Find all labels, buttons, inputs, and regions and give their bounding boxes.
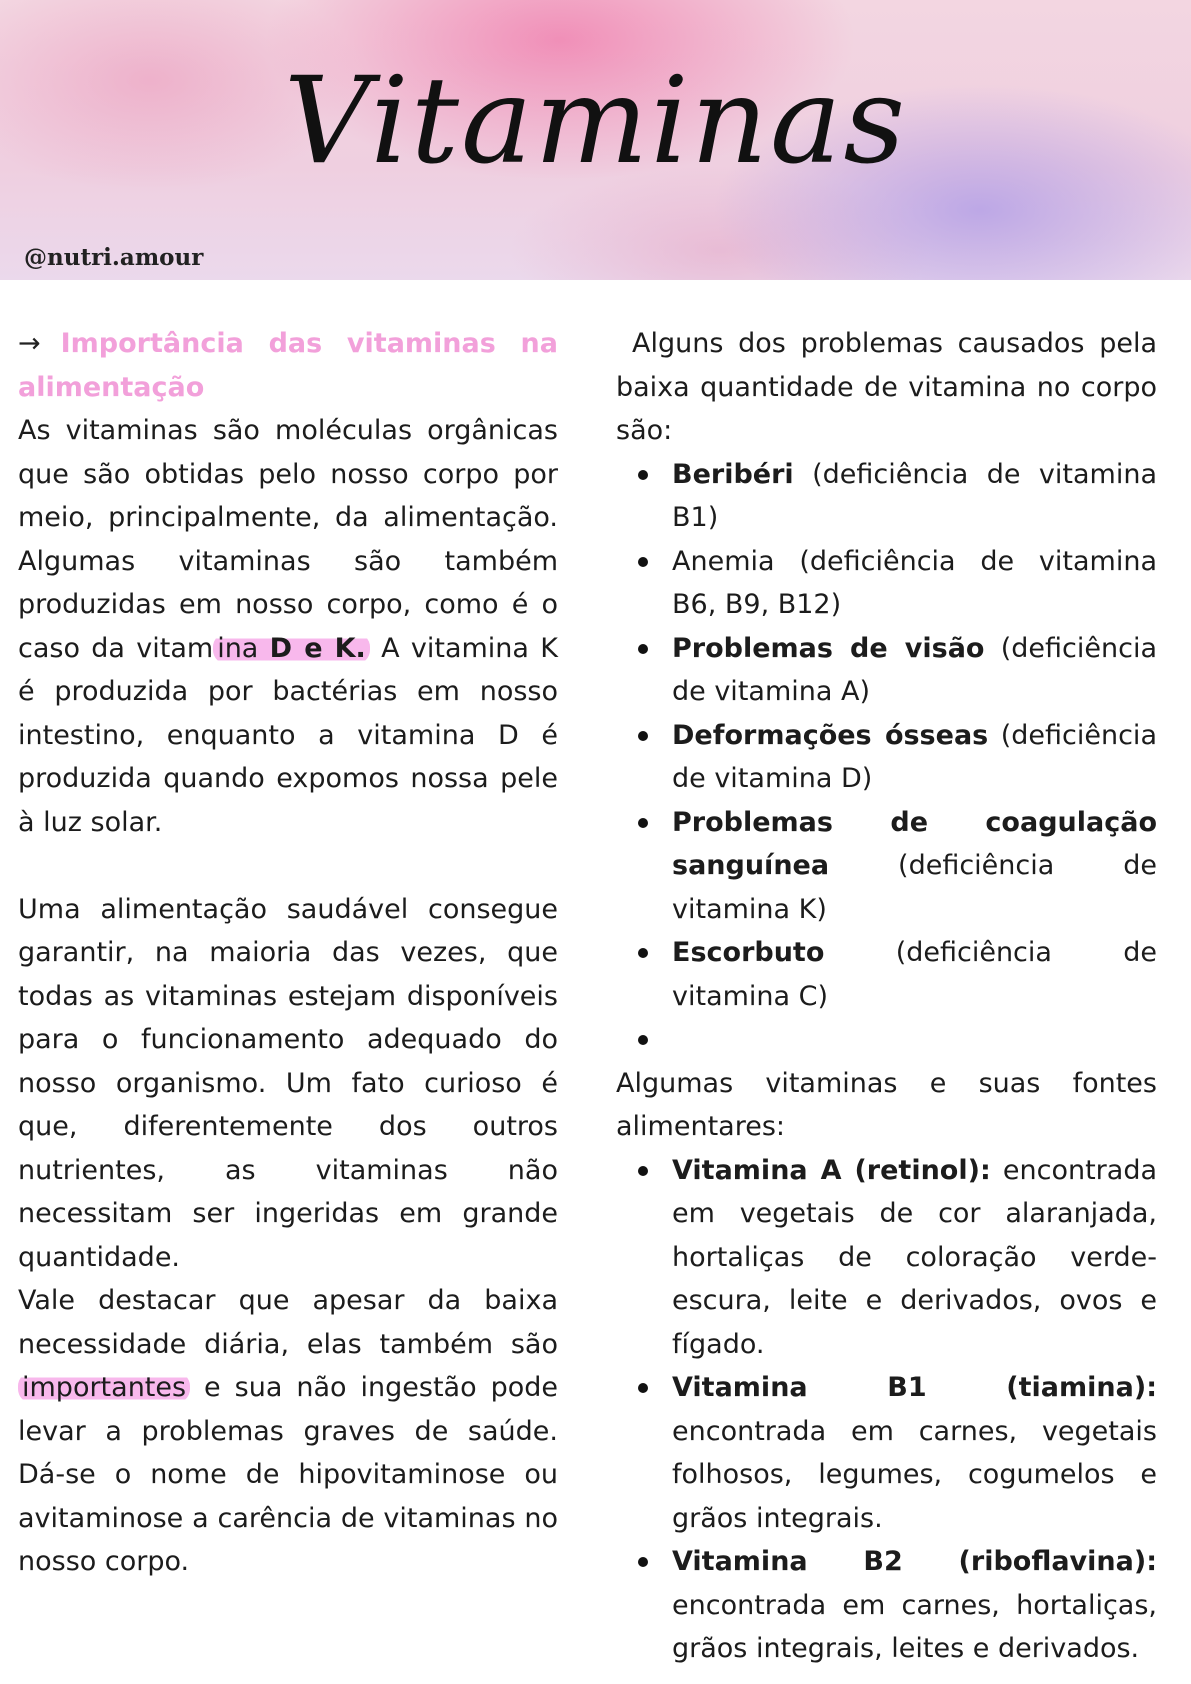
bullet-icon (638, 1166, 648, 1176)
list-item-bold: Vitamina B2 (riboflavina): (672, 1546, 1157, 1577)
section-heading-text: Importância das vitaminas na alimentação (18, 328, 558, 403)
list-item-bold: Vitamina A (retinol): (672, 1154, 991, 1186)
list-item-empty (616, 1018, 1157, 1062)
list-item-bold: Vitamina B1 (tiamina): (672, 1372, 1157, 1403)
list-item-text: (deficiência de vitamina A) (672, 632, 1158, 707)
sources-intro: Algumas vitaminas e suas fontes alimentares: (616, 1067, 1157, 1142)
paragraph-text: Vale destacar que apesar da baixa necessidade diária, elas também são (18, 1285, 558, 1360)
list-item (616, 1149, 1157, 1367)
bullet-icon (638, 1035, 648, 1045)
list-item (616, 627, 1157, 714)
left-column (18, 322, 558, 1584)
section-heading (18, 322, 558, 409)
list-item-text: encontrada em vegetais de cor alaranjada, hortaliças de coloração verde-escura, leite e derivados, ovos e fígado. (672, 1154, 1158, 1360)
list-item (616, 931, 1157, 1018)
list-item (616, 1540, 1157, 1671)
list-item-bold: Deformações ósseas (672, 719, 989, 751)
list-item-text: (deficiência de vitamina C) (672, 937, 1157, 1012)
author-handle: @nutri.amour (24, 244, 204, 271)
list-item-text: encontrada em carnes, hortaliças, grãos integrais, leites e derivados. (672, 1589, 1157, 1664)
list-item-text: (deficiência de vitamina K) (672, 850, 1157, 925)
spacer (18, 844, 558, 888)
list-item (616, 1366, 1157, 1540)
paragraph-importance (18, 1279, 558, 1584)
bullet-icon (638, 818, 648, 828)
paragraph-intro (18, 409, 558, 844)
paragraph-healthy-diet: Uma alimentação saudável consegue garantir, na maioria das vezes, que todas as vitaminas estejam disponíveis para o funcionamento adequado do nosso organismo. Um fato curioso é que, diferentemente dos outros nutrientes, as vitaminas não necessitam ser ingeridas em grande quantidade. (18, 893, 558, 1273)
arrow-right-icon: → (18, 328, 41, 359)
bullet-icon (638, 948, 648, 958)
sources-list (616, 1149, 1157, 1671)
bullet-icon (638, 1383, 648, 1393)
paragraph-text: A vitamina K é produzida por bactérias em nosso intestino, enquanto a vitamina D é produzida quando expomos nossa pele à luz solar. (18, 632, 558, 838)
problems-intro: Alguns dos problemas causados pela baixa quantidade de vitamina no corpo são: (616, 328, 1157, 446)
list-item-bold: Escorbuto (672, 937, 825, 968)
highlight-text: ina (217, 632, 270, 664)
list-item (616, 714, 1157, 801)
list-item (616, 540, 1157, 627)
bullet-icon (638, 557, 648, 567)
bullet-icon (638, 644, 648, 654)
highlight-bold-text: D e K. (269, 632, 366, 664)
highlight-mark: importantes (18, 1372, 190, 1403)
list-item (616, 801, 1157, 932)
paragraph-text: As vitaminas são moléculas orgânicas que são obtidas pelo nosso corpo por meio, principalmente, da alimentação. Algumas vitaminas são também produzidas em nosso corpo, como é o caso da vitam (18, 415, 558, 664)
list-item (616, 453, 1157, 540)
bullet-icon (638, 1557, 648, 1567)
highlight-mark (213, 633, 370, 664)
list-item-text: (deficiência de vitamina D) (672, 719, 1157, 794)
list-item-text: Anemia (deficiência de vitamina B6, B9, B12) (672, 545, 1157, 620)
list-item-text: (deficiência de vitamina B1) (672, 458, 1157, 533)
right-column (616, 322, 1157, 1671)
list-item-bold: Beribéri (672, 458, 794, 490)
bullet-icon (638, 731, 648, 741)
list-item-bold: Problemas de visão (672, 632, 985, 664)
page-title: Vitaminas (283, 52, 908, 191)
problems-list (616, 453, 1157, 1062)
header-banner (0, 0, 1191, 280)
paragraph-text: e sua não ingestão pode levar a problemas graves de saúde. Dá-se o nome de hipovitaminose ou avitaminose a carência de vitaminas no nosso corpo. (18, 1372, 558, 1577)
list-item-text: encontrada em carnes, vegetais folhosos, legumes, cogumelos e grãos integrais. (672, 1415, 1157, 1534)
list-item-bold: Problemas de coagulação sanguínea (672, 806, 1157, 881)
bullet-icon (638, 470, 648, 480)
